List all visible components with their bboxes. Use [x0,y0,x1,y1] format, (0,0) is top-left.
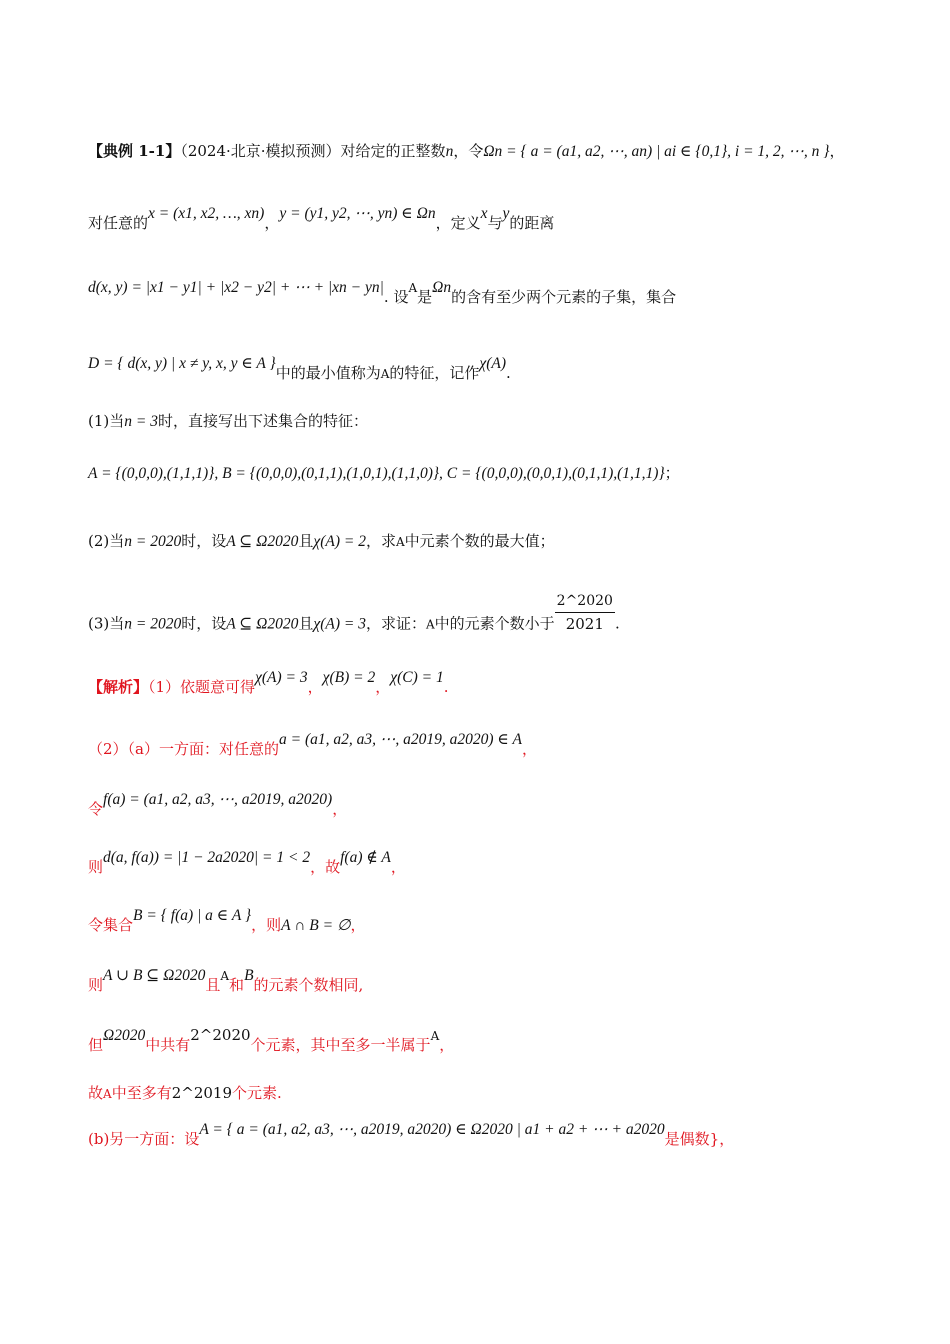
math: x [480,205,488,222]
text: ， [350,916,366,934]
text: 中至多有 [111,1084,172,1102]
solution-line-3 [88,791,348,821]
math: A [395,535,405,549]
text: 故 [88,1084,104,1102]
text: ， [439,1036,455,1054]
math: B [244,967,254,984]
question-3 [88,593,620,647]
text: 且 [298,532,314,550]
problem-line-2 [88,205,555,235]
text: ； [664,464,680,482]
text: （1）依题意可得 [148,678,256,696]
text: ， [829,142,845,160]
text: 且 [298,614,314,633]
math: A ⊆ Ω2020 [226,533,299,550]
text: ，令 [453,142,484,160]
question-2 [88,530,555,553]
text: 对任意的 [88,214,149,232]
set-d: D = { d(x, y) | x ≠ y, x, y ∈ A } [88,355,276,372]
text: 则 [88,976,104,994]
math: χ(A) = 2 [313,533,366,550]
math: n = 2020 [124,615,182,633]
math: y [502,205,510,222]
math: χ(A) = 3 [255,669,308,686]
text: ， [264,214,280,232]
text: 的含有至少两个元素的子集，集合 [451,288,677,306]
math: χ(C) = 1 [390,669,444,686]
text: 中的最小值称为 [275,364,381,382]
solution-line-4 [88,849,406,879]
solution-line-5 [88,907,366,937]
text: 个元素，其中至多一半属于 [250,1036,431,1054]
math: a = (a1, a2, a3, ⋯, a2019, a2020) ∈ A [279,731,522,748]
math: A [425,617,435,632]
math: χ(B) = 2 [322,669,376,686]
math: Ωn [432,279,452,296]
math: 2^2019 [171,1084,232,1102]
math: A [430,1029,440,1043]
text: 中的元素个数小于 [434,614,555,633]
math: A [408,281,418,295]
text: ， [521,740,537,758]
math: A = {(0,0,0),(1,1,1)}, B = {(0,0,0),(0,1,1),(1,0,1),(1,1,0)}, C = {(0,0,0),(0,0,1),(0,1,1),(1,1,1)} [88,465,665,482]
text: 对给定的正整数 [340,142,446,160]
text: 与 [487,214,503,232]
omega-definition: Ωn = { a = (a1, a2, ⋯, an) | ai ∈ {0,1}, i = 1, 2, ⋯, n } [483,143,830,160]
math: A ⊆ Ω2020 [226,615,299,633]
text: ， [307,678,323,696]
solution-line-9 [88,1121,735,1151]
text: 令集合 [88,916,134,934]
text: (3)当 [88,614,125,633]
text: (b)另一方面：设 [88,1130,200,1148]
math: A ∩ B = ∅ [281,917,351,934]
text: 且 [205,976,221,994]
text: 是偶数 [664,1130,710,1148]
solution-tag: 【解析】 [88,678,149,696]
math: n = 3 [124,413,158,430]
text: 的元素个数相同, [253,976,364,994]
text: 时，设 [181,532,227,550]
source: （2024·北京·模拟预测） [180,142,341,160]
text: (1)当 [88,412,125,430]
text: 时，直接写出下述集合的特征： [157,412,368,430]
text: . [443,678,449,696]
text: 时，设 [181,614,227,633]
question-1 [88,410,368,433]
text: 中共有 [145,1036,191,1054]
text: 但 [88,1036,104,1054]
math: n = 2020 [124,533,182,550]
text: }， [709,1130,735,1148]
text: ，求 [365,532,396,550]
text: ，求证： [365,614,426,633]
problem-line-3 [88,279,677,309]
math: f(a) ∉ A [340,849,391,866]
text: 和 [229,976,245,994]
text: ， [390,858,406,876]
math: χ(A) = 3 [313,615,366,633]
math: A ∪ B ⊆ Ω2020 [103,967,206,984]
math: y = (y1, y2, ⋯, yn) ∈ Ωn [279,205,436,222]
math: x = (x1, x2, …, xn) [148,205,265,222]
math: A [220,969,230,983]
example-tag: 【典例 1-1】 [88,142,181,160]
math: A = { a = (a1, a2, a3, ⋯, a2019, a2020) ∈ Ω2020 | a1 + a2 + ⋯ + a2020 [199,1121,665,1138]
fraction-numerator: 2^2020 [555,590,615,613]
text: . 设 [383,288,409,306]
text: ，则 [251,916,282,934]
math: χ(A) [479,355,507,372]
text: 是 [417,288,433,306]
text: 的特征，记作 [389,364,480,382]
solution-line-6 [88,967,364,997]
question-1-sets [88,462,680,485]
text: 中元素个数的最大值； [404,532,555,550]
text: 的距离 [509,214,555,232]
text: ，定义 [435,214,481,232]
text: ， [375,678,391,696]
math: A [380,367,390,381]
fraction [555,590,615,635]
text: 令 [88,800,104,818]
solution-line-2 [88,731,537,761]
text: ， [332,800,348,818]
problem-line-4 [88,355,511,385]
math: n [445,143,454,160]
math: B = { f(a) | a ∈ A } [133,907,252,924]
text: 个元素. [232,1084,282,1102]
distance-formula: d(x, y) = |x1 − y1| + |x2 − y2| + ⋯ + |xn − yn| [88,279,384,296]
problem-line-1 [88,140,845,163]
text: （2）（a）一方面：对任意的 [88,740,279,758]
math: d(a, f(a)) = |1 − 2a2020| = 1 < 2 [103,849,311,866]
math: 2^2020 [190,1026,251,1044]
text: . [506,364,511,382]
text: ，故 [310,858,341,876]
solution-line-1 [88,669,449,699]
solution-line-8 [88,1082,282,1105]
solution-line-7 [88,1026,455,1057]
text: . [614,614,620,633]
fraction-denominator: 2021 [565,615,604,633]
math: Ω2020 [103,1027,146,1044]
math: A [103,1087,112,1101]
text: (2)当 [88,532,125,550]
text: 则 [88,858,104,876]
math: f(a) = (a1, a2, a3, ⋯, a2019, a2020) [103,791,333,808]
